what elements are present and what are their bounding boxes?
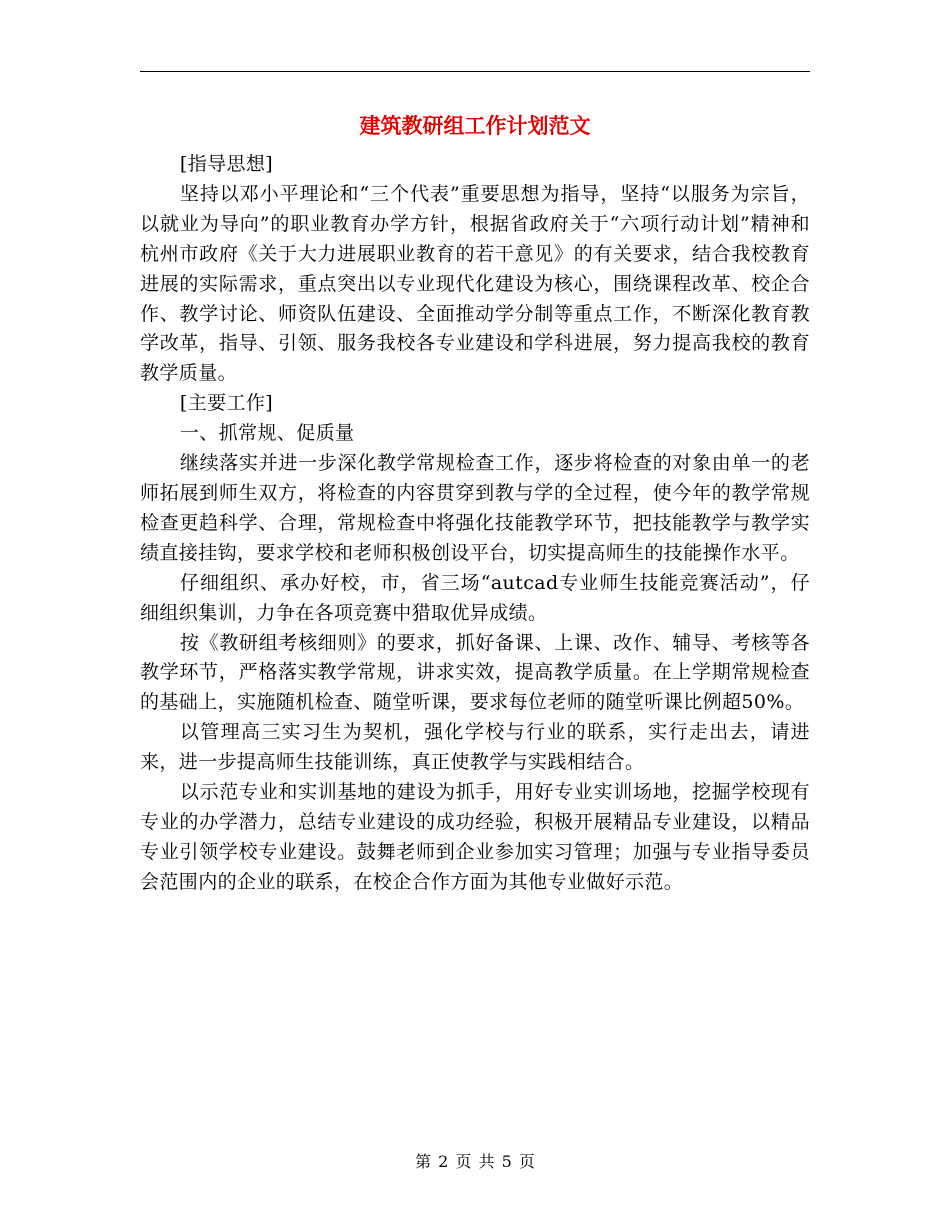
paragraph-demonstration-major: 以示范专业和实训基地的建设为抓手，用好专业实训场地，挖掘学校现有专业的办学潜力，总结专业建设的成功经验，积极开展精品专业建设，以精品专业引领学校专业建设。鼓舞老师到企业参加实习管理；加强与专业指导委员会范围内的企业的联系，在校企合作方面为其他专业做好示范。 <box>140 781 810 893</box>
page-number-footer: 第 2 页 共 5 页 <box>415 1152 535 1171</box>
header-rule <box>140 71 810 72</box>
paragraph-guiding-ideology: 坚持以邓小平理论和“三个代表”重要思想为指导，坚持“以服务为宗旨，以就业为导向”的职业教育办学方针，根据省政府关于“六项行动计划”精神和杭州市政府《关于大力进展职业教育的若干意见》的有关要求，结合我校教育进展的实际需求，重点突出以专业现代化建设为核心，围绕课程改革、校企合作、教学讨论、师资队伍建设、全面推动学分制等重点工作，不断深化教育教学改革，指导、引领、服务我校各专业建设和学科进展，努力提高我校的教育教学质量。 <box>140 182 810 385</box>
section-heading-guiding-ideology: [指导思想] <box>179 153 274 175</box>
paragraph-assessment-rules: 按《教研组考核细则》的要求，抓好备课、上课、改作、辅导、考核等各教学环节，严格落实教学常规，讲求实效，提高教学质量。在上学期常规检查的基础上，实施随机检查、随堂听课，要求每位老师的随堂听课比例超50%。 <box>140 631 810 714</box>
paragraph-internship: 以管理高三实习生为契机，强化学校与行业的联系，实行走出去，请进来，进一步提高师生技能训练，真正使教学与实践相结合。 <box>140 721 810 774</box>
document-body <box>140 150 810 898</box>
paragraph-skills-competition: 仔细组织、承办好校，市，省三场“autcad专业师生技能竞赛活动”，仔细组织集训，力争在各项竞赛中猎取优异成绩。 <box>140 571 810 624</box>
document-title: 建筑教研组工作计划范文 <box>359 114 591 138</box>
paragraph-routine-inspection: 继续落实并进一步深化教学常规检查工作，逐步将检查的对象由单一的老师拓展到师生双方，将检查的内容贯穿到教与学的全过程，使今年的教学常规检查更趋科学、合理，常规检查中将强化技能教学环节，把技能教学与教学实绩直接挂钩，要求学校和老师积极创设平台，切实提高师生的技能操作水平。 <box>140 452 810 564</box>
section-heading-main-work: [主要工作] <box>179 392 274 415</box>
subheading-routine-quality: 一、抓常规、促质量 <box>179 422 355 445</box>
